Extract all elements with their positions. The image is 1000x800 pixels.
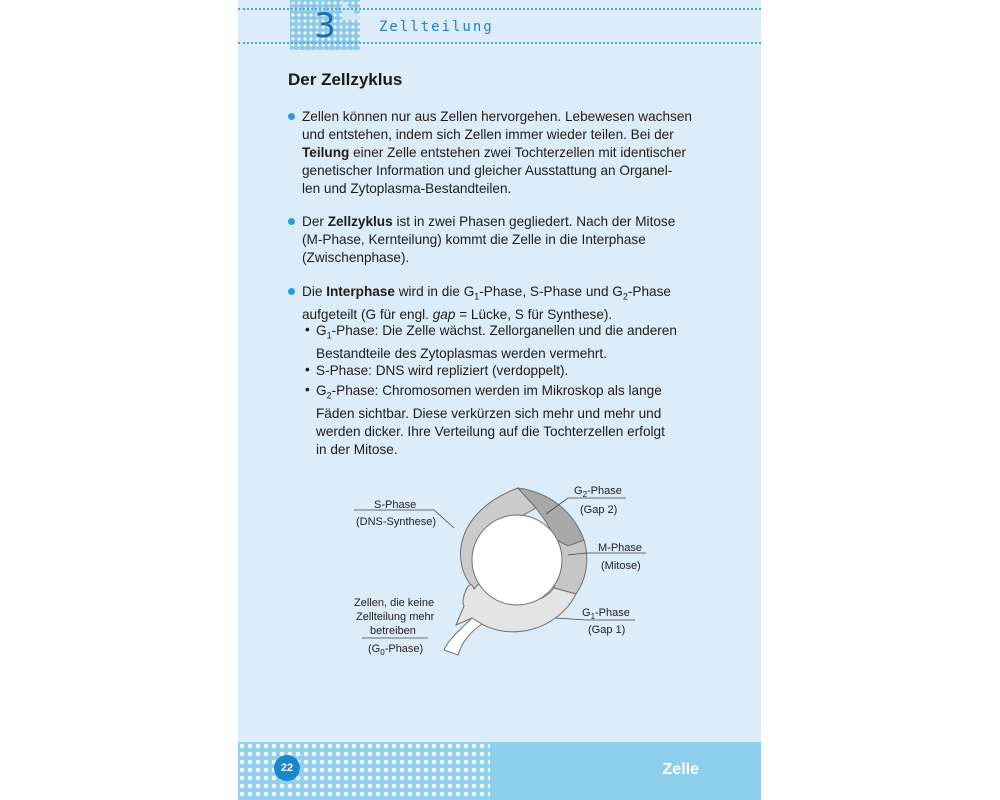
- sub-bullet: •: [305, 322, 310, 337]
- label-g0-phase: $(G_0-Phase)$: [368, 643, 424, 657]
- ring-inner-hole: [472, 515, 562, 605]
- label-m-phase: M-Phase: [598, 542, 643, 554]
- label-m-paren: (Mitose): [601, 560, 641, 572]
- sub-bullet: •: [305, 362, 310, 377]
- section-title: Der Zellzyklus: [288, 70, 403, 89]
- cell-cycle-ring: [444, 488, 587, 655]
- chapter-title: Zellteilung: [379, 19, 494, 35]
- label-g1-phase: $G_1$-Phase: [582, 607, 630, 621]
- label-g0-line2: Zellteilung mehr: [356, 611, 435, 623]
- label-g1-paren: (Gap 1): [588, 624, 626, 636]
- paragraph-cell-cycle: Der Zellzyklus ist in zwei Phasen gegliedert. Nach der Mitose (M-Phase, Kernteilung) kommt die Zelle in die Interphase (Zwischenphase).: [302, 214, 676, 265]
- header-dotted-line-bottom: [238, 42, 761, 44]
- footer-section-label: Zelle: [662, 761, 699, 778]
- label-g0-line1: Zellen, die keine: [354, 597, 435, 609]
- sub-bullet: •: [305, 382, 310, 397]
- bullet-dot: [288, 218, 295, 225]
- label-g0-line3: betreiben: [370, 625, 416, 637]
- sub-item-s: S-Phase: DNS wird repliziert (verdoppelt).: [316, 363, 569, 378]
- bullet-dot: [288, 113, 295, 120]
- label-g2-phase: $G_2$-Phase: [574, 485, 622, 499]
- sub-item-g1: $G_1$-Phase: Die Zelle wächst. Zellorganellen und die anderen Bestandteile des Zytoplasmas werden vermehrt.: [316, 323, 677, 361]
- page-number-badge: 22: [274, 755, 300, 781]
- label-s-phase-sub: (DNS-Synthese): [356, 516, 437, 528]
- label-g2-paren: (Gap 2): [580, 504, 618, 516]
- header-dotted-line-top: [238, 8, 761, 10]
- paragraph-cell-division: Zellen können nur aus Zellen hervorgehen. Lebewesen wachsen und entstehen, indem sich Zellen immer wieder teilen. Bei der Teilung einer Zelle entstehen zwei Tochterzellen mit identischer genetischer Information und gleicher Ausstattung an Organel- len und Zytoplasma-Bestandteilen.: [302, 109, 692, 196]
- label-s-phase: S-Phase: [374, 499, 417, 511]
- sub-item-g2: $G_2$-Phase: Chromosomen werden im Mikroskop als lange Fäden sichtbar. Diese verkürzen sich mehr und mehr und werden dicker. Ihre Verteilung auf die Tochterzellen erfolgt in der Mitose.: [316, 383, 665, 457]
- cell-cycle-diagram: [238, 480, 761, 680]
- footer-solid-band: [490, 742, 761, 800]
- bullet-dot: [288, 288, 295, 295]
- paragraph-interphase: Die Interphase wird in die $G_1$-Phase, S-Phase und $G_2$-Phase aufgeteilt (G für engl. gap = Lücke, S für Synthese).: [302, 284, 671, 322]
- chapter-number: 3: [314, 6, 336, 46]
- book-page: [238, 0, 761, 800]
